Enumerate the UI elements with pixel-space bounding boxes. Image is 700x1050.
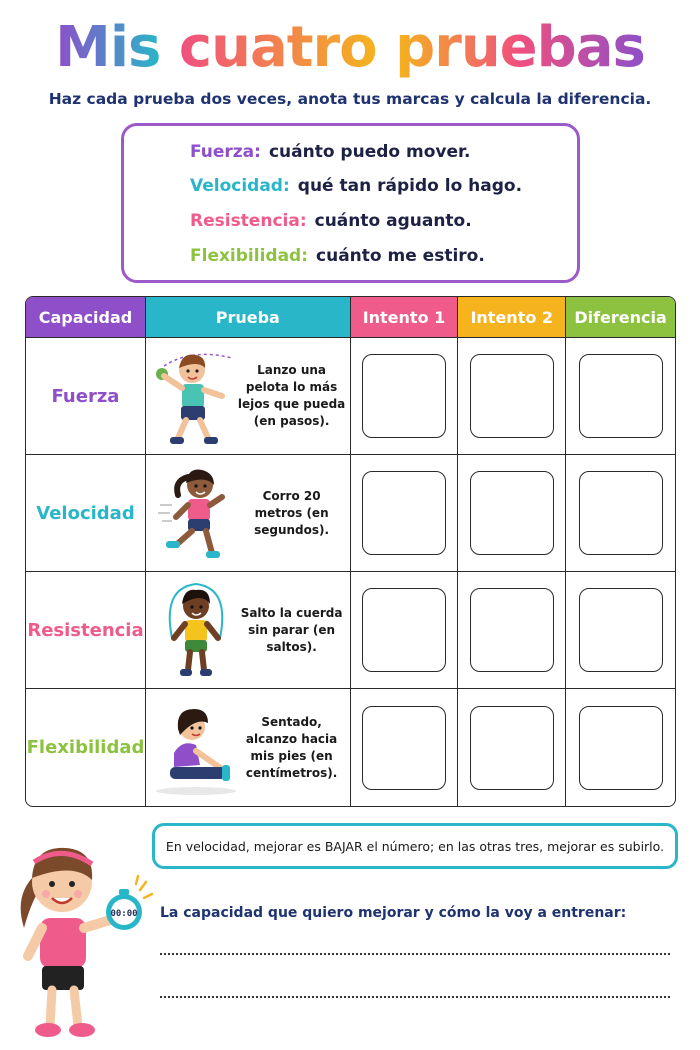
capacity-cell: Velocidad	[26, 455, 146, 572]
attempt-2-box[interactable]	[470, 588, 554, 672]
test-cell	[146, 572, 351, 689]
difference-cell	[566, 338, 675, 455]
table-row	[26, 338, 675, 455]
velocity-note: En velocidad, mejorar es BAJAR el número; en las otras tres, mejorar es subirlo.	[152, 823, 678, 869]
title-word-1: Mis	[55, 15, 161, 80]
girl-running-icon	[152, 461, 240, 565]
attempt-2-box[interactable]	[470, 354, 554, 438]
definition-resistencia	[190, 211, 472, 231]
kid-jump-rope-icon	[152, 578, 240, 682]
test-description: Salto la cuerda sin parar (en saltos).	[240, 605, 343, 654]
title-word-2: cuatro	[178, 15, 377, 80]
definition-text: qué tan rápido lo hago.	[297, 176, 523, 196]
attempt-2-cell	[458, 455, 566, 572]
page-title	[0, 14, 700, 82]
answer-line-2[interactable]	[160, 996, 670, 998]
test-cell	[146, 455, 351, 572]
definition-term: Resistencia:	[190, 211, 307, 231]
capacity-cell: Flexibilidad	[26, 689, 146, 806]
capacity-cell: Resistencia	[26, 572, 146, 689]
attempt-1-cell	[351, 338, 459, 455]
header-intento-2: Intento 2	[458, 297, 566, 338]
attempt-1-box[interactable]	[362, 706, 446, 790]
attempt-1-cell	[351, 689, 459, 806]
definition-term: Fuerza:	[190, 142, 261, 162]
answer-line-1[interactable]	[160, 953, 670, 955]
attempt-1-box[interactable]	[362, 471, 446, 555]
kid-throwing-ball-icon	[152, 344, 240, 448]
attempt-2-box[interactable]	[470, 471, 554, 555]
definition-text: cuánto puedo mover.	[268, 142, 471, 162]
girl-with-stopwatch-icon	[4, 836, 154, 1046]
attempt-1-box[interactable]	[362, 588, 446, 672]
attempt-2-cell	[458, 572, 566, 689]
definitions-box	[121, 123, 580, 283]
definition-term: Flexibilidad:	[190, 246, 309, 266]
test-cell	[146, 338, 351, 455]
difference-box[interactable]	[579, 471, 663, 555]
definition-text: cuánto aguanto.	[314, 211, 472, 231]
attempt-2-cell	[458, 689, 566, 806]
attempt-1-cell	[351, 455, 459, 572]
table-row	[26, 455, 675, 572]
table-row	[26, 689, 675, 806]
attempt-1-cell	[351, 572, 459, 689]
test-description: Sentado, alcanzo hacia mis pies (en centímetros).	[245, 714, 338, 780]
table-header-row	[26, 297, 675, 338]
header-prueba: Prueba	[146, 297, 351, 338]
definition-term: Velocidad:	[190, 176, 290, 196]
definition-text: cuánto me estiro.	[316, 246, 485, 266]
table-row	[26, 572, 675, 689]
test-description: Corro 20 metros (en segundos).	[254, 488, 330, 537]
header-intento-1: Intento 1	[351, 297, 459, 338]
title-word-3: pruebas	[395, 15, 645, 80]
girl-stretching-icon	[152, 695, 240, 799]
test-description: Lanzo una pelota lo más lejos que pueda (en pasos).	[237, 363, 346, 428]
attempt-1-box[interactable]	[362, 354, 446, 438]
header-capacidad: Capacidad	[26, 297, 146, 338]
difference-cell	[566, 572, 675, 689]
definition-velocidad	[190, 176, 522, 196]
difference-box[interactable]	[579, 588, 663, 672]
capacity-cell: Fuerza	[26, 338, 146, 455]
test-cell	[146, 689, 351, 806]
difference-box[interactable]	[579, 706, 663, 790]
subtitle: Haz cada prueba dos veces, anota tus marcas y calcula la diferencia.	[48, 90, 652, 108]
header-diferencia: Diferencia	[566, 297, 675, 338]
attempt-2-box[interactable]	[470, 706, 554, 790]
attempt-2-cell	[458, 338, 566, 455]
difference-box[interactable]	[579, 354, 663, 438]
difference-cell	[566, 455, 675, 572]
tests-table	[25, 296, 676, 807]
definition-fuerza	[190, 142, 470, 162]
definition-flexibilidad	[190, 246, 485, 266]
difference-cell	[566, 689, 675, 806]
stopwatch-display: 00:00	[110, 909, 138, 919]
goal-prompt: La capacidad que quiero mejorar y cómo la voy a entrenar:	[160, 905, 627, 921]
